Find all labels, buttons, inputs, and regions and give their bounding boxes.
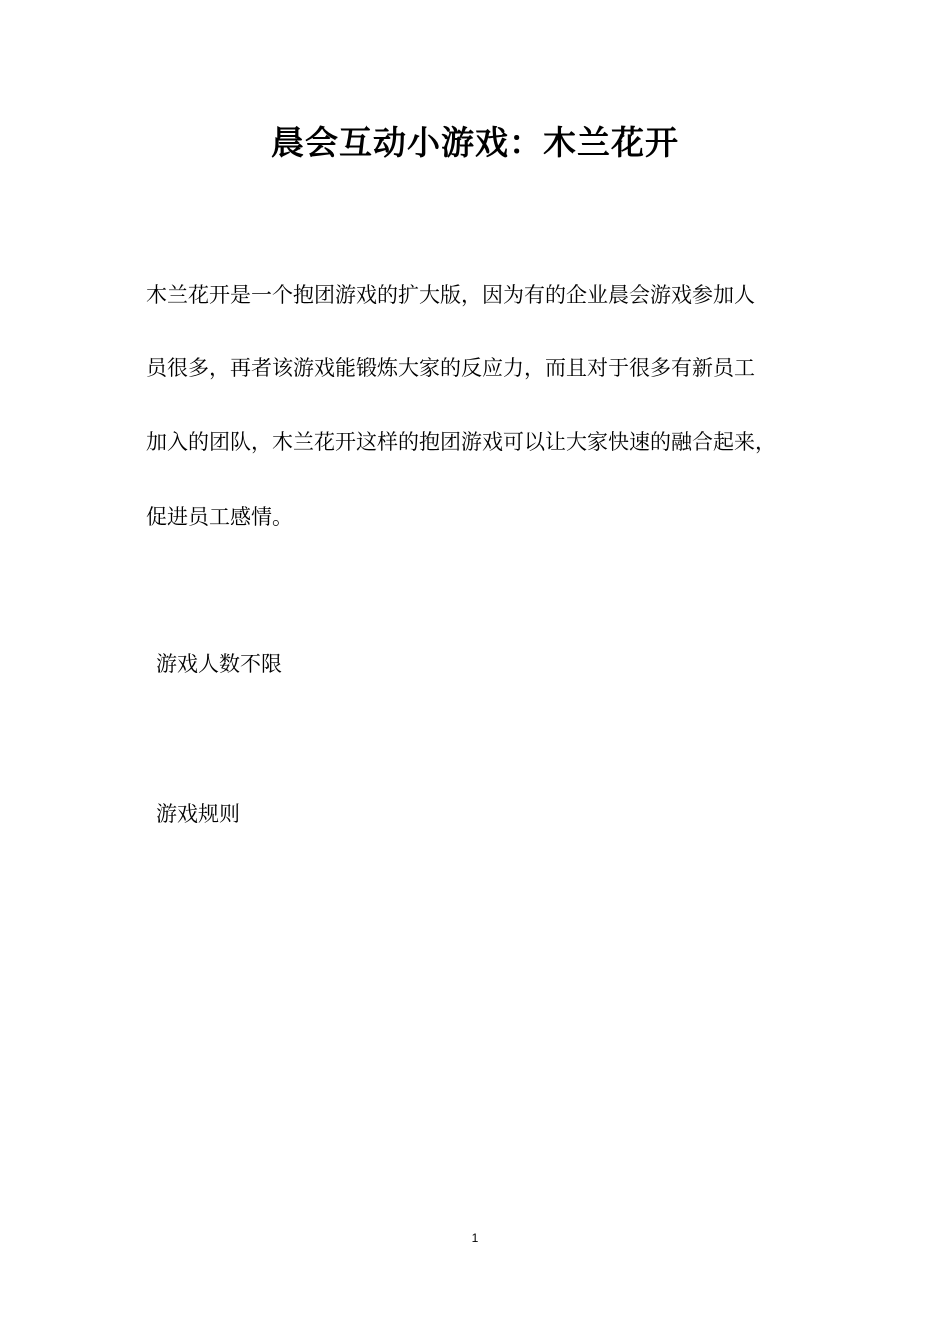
section-heading-players: 游戏人数不限 (156, 652, 282, 676)
paragraph-line: 促进员工感情。 (146, 505, 293, 529)
paragraph-line: 加入的团队，木兰花开这样的抱团游戏可以让大家快速的融合起来， (146, 430, 776, 454)
paragraph-line: 木兰花开是一个抱团游戏的扩大版，因为有的企业晨会游戏参加人 (146, 283, 755, 307)
section-heading-rules: 游戏规则 (156, 802, 240, 826)
document-title: 晨会互动小游戏：木兰花开 (271, 123, 679, 162)
page-number: 1 (471, 1231, 479, 1245)
paragraph-line: 员很多，再者该游戏能锻炼大家的反应力，而且对于很多有新员工 (146, 356, 755, 380)
